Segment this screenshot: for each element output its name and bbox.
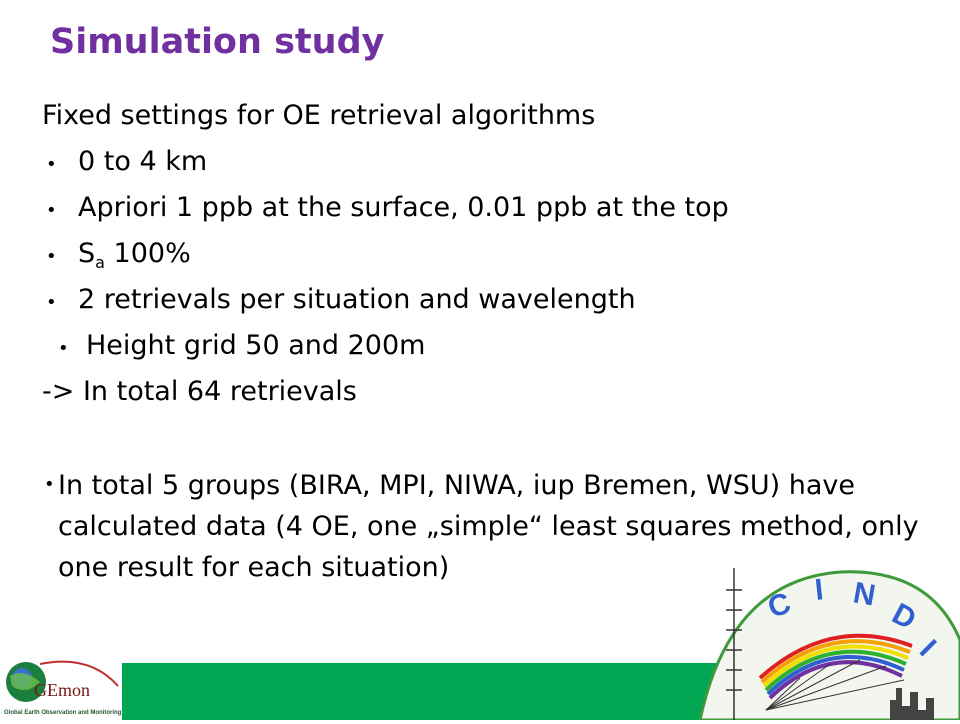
bullet-range: 0 to 4 km [78, 146, 208, 177]
sa-symbol: S [78, 238, 96, 269]
bullet-marker: • [46, 154, 57, 175]
cindi-letter-n: N [850, 576, 878, 613]
sa-subscript: a [95, 253, 105, 272]
cindi-logo [690, 560, 960, 720]
bullet-marker: • [44, 474, 55, 495]
cindi-logo-graphic [690, 560, 960, 720]
bullet-retrievals: 2 retrievals per situation and wavelength [78, 284, 636, 315]
bullet-marker: • [46, 292, 57, 313]
intro-text: Fixed settings for OE retrieval algorithms [42, 100, 596, 131]
sub-bullet-height-grid: Height grid 50 and 200m [86, 330, 426, 361]
bullet-marker: • [46, 246, 57, 267]
cindi-letter-d: D [886, 597, 922, 637]
gemon-logo-graphic [0, 656, 122, 720]
cindi-letter-c: C [763, 586, 795, 625]
total-retrievals: -> In total 64 retrievals [42, 376, 357, 407]
bullet-sa [78, 238, 191, 272]
cindi-letter-i2: I [913, 633, 943, 663]
slide-title: Simulation study [50, 22, 385, 62]
bullet-apriori: Apriori 1 ppb at the surface, 0.01 ppb at the top [78, 192, 729, 223]
gemon-logo [0, 656, 122, 720]
gemon-caption: Global Earth Observation and Monitoring [4, 710, 122, 716]
gemon-wordmark: GEmon [34, 680, 90, 700]
bullet-marker: • [58, 338, 69, 359]
sa-value: 100% [113, 238, 191, 269]
bullet-marker: • [46, 200, 57, 221]
groups-paragraph: In total 5 groups (BIRA, MPI, NIWA, iup Bremen, WSU) have calculated data (4 OE, one „simple“ least squares method, only one result for each situation) [58, 470, 919, 583]
cindi-letter-i: I [813, 573, 826, 607]
